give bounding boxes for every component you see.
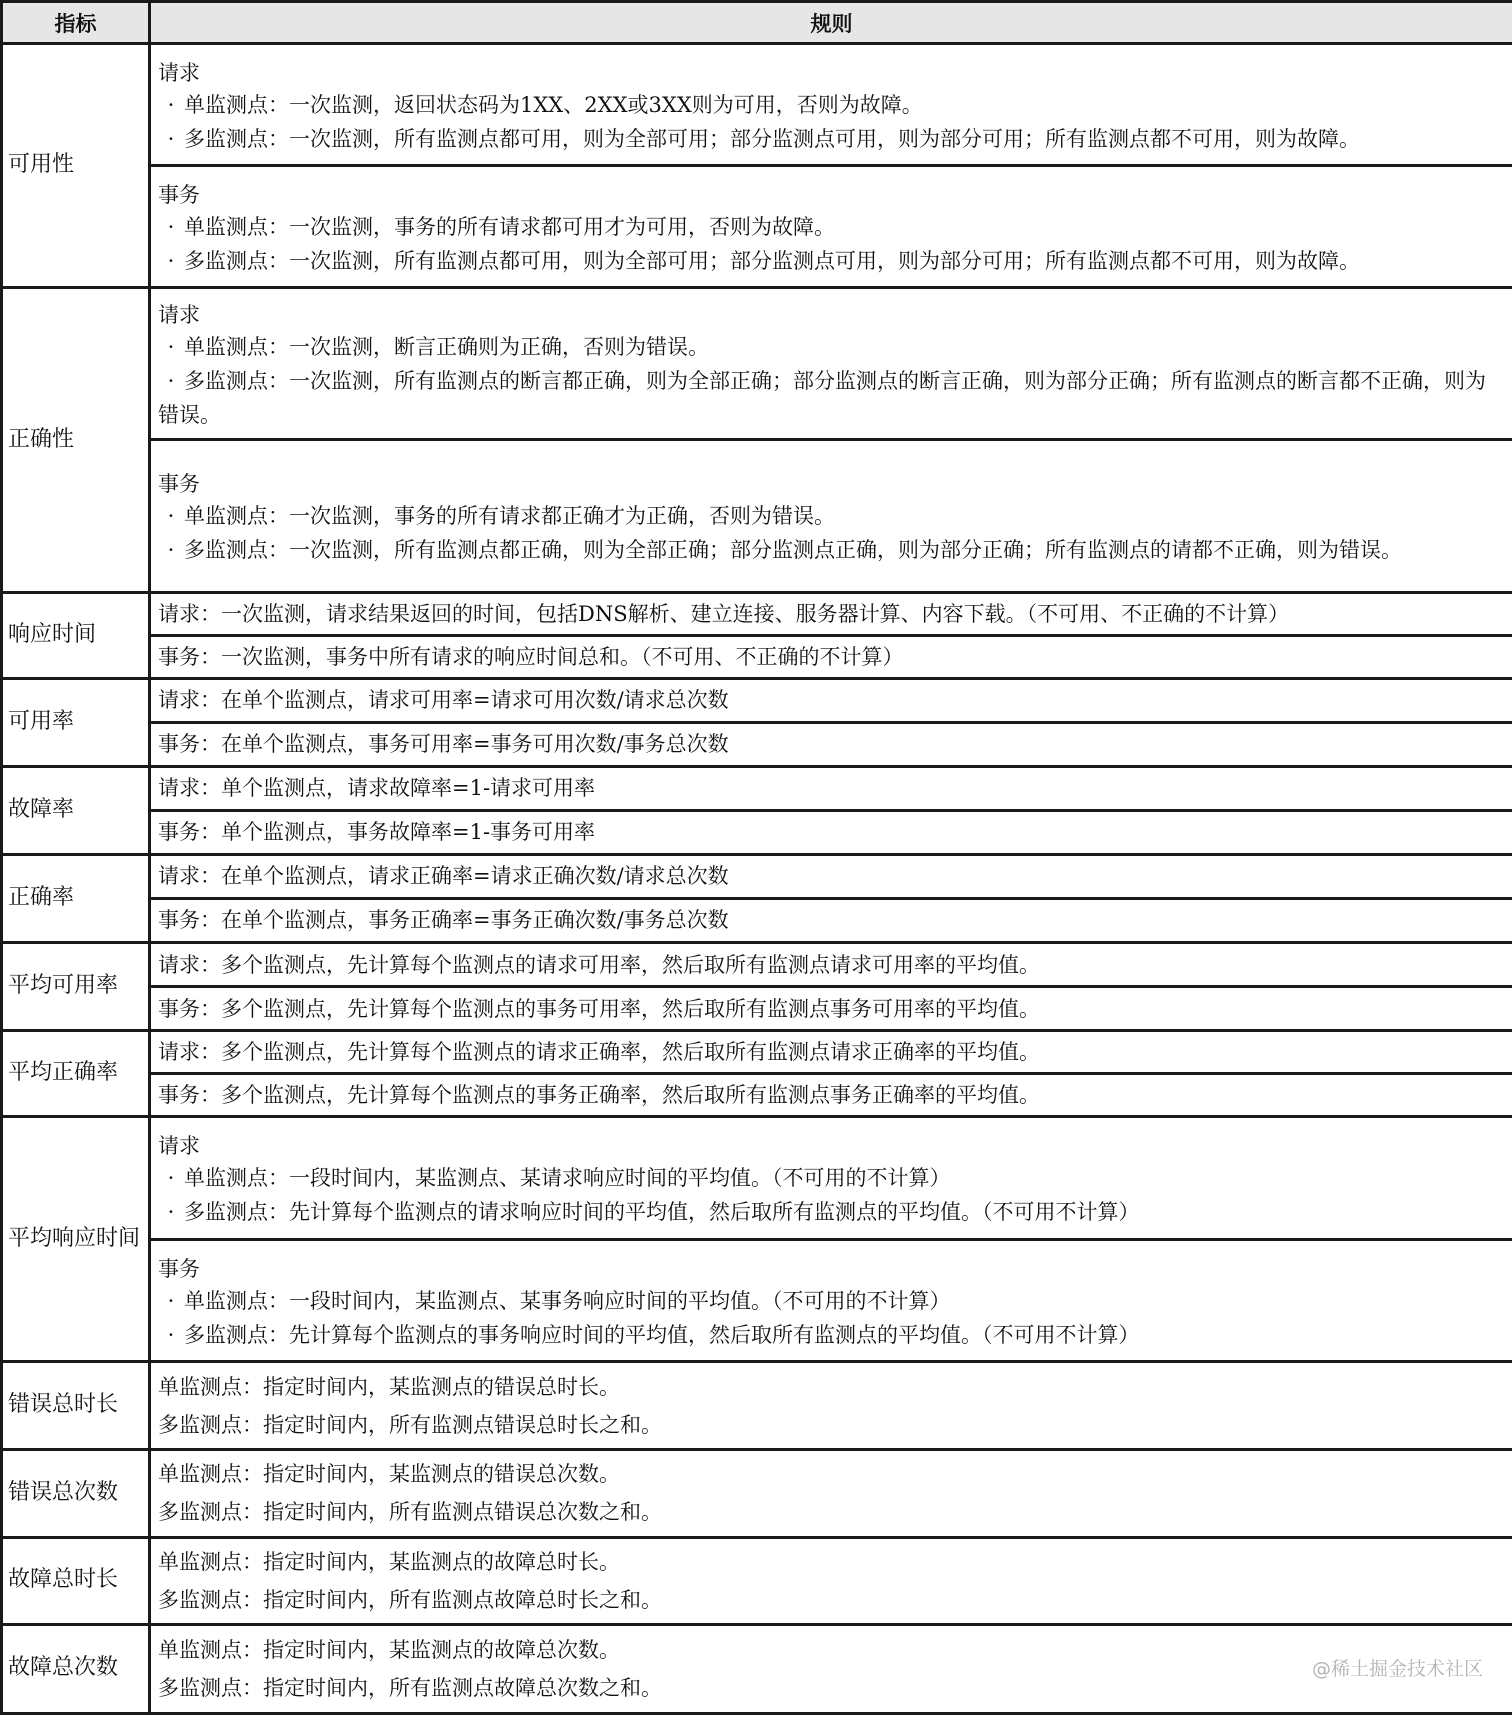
metric-cell: 故障率 xyxy=(2,766,150,854)
bullet: · xyxy=(167,214,175,239)
metric-cell: 响应时间 xyxy=(2,592,150,678)
item-text: 单监测点：一次监测，断言正确则为正确，否则为错误。 xyxy=(184,334,709,359)
item-text: 多监测点：一次监测，所有监测点的断言都正确，则为全部正确；部分监测点的断言正确，则为部分正确；所有监测点的断言都不正确，则为错误。 xyxy=(158,368,1486,427)
bullet: · xyxy=(167,1322,175,1347)
rule-cell: 请求：在单个监测点，请求可用率=请求可用次数/请求总次数 xyxy=(150,678,1512,722)
sub-heading: 请求 xyxy=(158,302,200,327)
rule-line: 单监测点：指定时间内，某监测点的故障总时长。 xyxy=(158,1549,620,1574)
rule-line: 单监测点：指定时间内，某监测点的错误总次数。 xyxy=(158,1462,620,1487)
item-text: 单监测点：一次监测，事务的所有请求都可用才为可用，否则为故障。 xyxy=(184,214,835,239)
metric-cell: 错误总次数 xyxy=(2,1449,150,1537)
rule-cell: 事务：单个监测点，事务故障率=1-事务可用率 xyxy=(150,810,1512,854)
rule-cell xyxy=(150,1362,1512,1449)
table-row xyxy=(2,987,1512,1031)
header-metric: 指标 xyxy=(2,2,150,44)
rule-cell: 事务：在单个监测点，事务可用率=事务可用次数/事务总次数 xyxy=(150,722,1512,766)
bullet: · xyxy=(167,1166,175,1191)
list-item xyxy=(158,499,1504,533)
rule-cell xyxy=(150,1117,1512,1240)
sub-heading: 请求 xyxy=(158,60,200,85)
metric-cell: 错误总时长 xyxy=(2,1362,150,1449)
sub-heading: 请求 xyxy=(158,1134,200,1159)
item-text: 多监测点：先计算每个监测点的请求响应时间的平均值，然后取所有监测点的平均值。（不可用不计算） xyxy=(184,1200,1140,1225)
item-text: 多监测点：一次监测，所有监测点都可用，则为全部可用；部分监测点可用，则为部分可用；所有监测点都不可用，则为故障。 xyxy=(184,248,1360,273)
bullet: · xyxy=(167,368,175,393)
rule-cell xyxy=(150,1240,1512,1362)
metric-cell: 可用性 xyxy=(2,44,150,288)
sub-heading: 事务 xyxy=(158,1256,200,1281)
table-row xyxy=(2,1117,1512,1240)
table-row xyxy=(2,440,1512,592)
metric-cell: 正确率 xyxy=(2,854,150,942)
rule-cell: 请求：多个监测点，先计算每个监测点的请求正确率，然后取所有监测点请求正确率的平均值。 xyxy=(150,1031,1512,1074)
metric-cell: 平均可用率 xyxy=(2,943,150,1031)
metric-cell: 平均响应时间 xyxy=(2,1117,150,1362)
table-header-row xyxy=(2,2,1512,44)
bullet: · xyxy=(167,504,175,529)
metric-cell: 故障总时长 xyxy=(2,1537,150,1624)
rule-cell: 请求：单个监测点，请求故障率=1-请求可用率 xyxy=(150,766,1512,810)
list-item xyxy=(158,533,1504,567)
table-row xyxy=(2,1031,1512,1074)
table-row xyxy=(2,44,1512,166)
watermark: @稀土掘金技术社区 xyxy=(1312,1658,1484,1680)
rule-cell xyxy=(150,44,1512,166)
rule-cell: 请求：多个监测点，先计算每个监测点的请求可用率，然后取所有监测点请求可用率的平均值。 xyxy=(150,943,1512,987)
table-row xyxy=(2,766,1512,810)
rule-cell: 请求：一次监测，请求结果返回的时间，包括DNS解析、建立连接、服务器计算、内容下载。（不可用、不正确的不计算） xyxy=(150,592,1512,635)
bullet: · xyxy=(167,334,175,359)
sub-heading: 事务 xyxy=(158,182,200,207)
list-item xyxy=(158,1161,1504,1195)
list-item xyxy=(158,364,1504,432)
table-row xyxy=(2,678,1512,722)
metric-cell: 故障总次数 xyxy=(2,1624,150,1713)
metric-cell: 平均正确率 xyxy=(2,1031,150,1117)
sub-heading: 事务 xyxy=(158,472,200,497)
bullet: · xyxy=(167,1288,175,1313)
rule-cell: 请求：在单个监测点，请求正确率=请求正确次数/请求总次数 xyxy=(150,854,1512,898)
rule-cell: 事务：在单个监测点，事务正确率=事务正确次数/事务总次数 xyxy=(150,898,1512,942)
table-row xyxy=(2,288,1512,440)
rule-cell xyxy=(150,1537,1512,1624)
table-row xyxy=(2,635,1512,678)
rule-cell xyxy=(150,1449,1512,1537)
bullet: · xyxy=(167,1200,175,1225)
rule-line: 多监测点：指定时间内，所有监测点故障总时长之和。 xyxy=(158,1587,662,1612)
table-row xyxy=(2,943,1512,987)
table-row xyxy=(2,722,1512,766)
rule-line: 多监测点：指定时间内，所有监测点故障总次数之和。 xyxy=(158,1675,662,1700)
item-text: 多监测点：先计算每个监测点的事务响应时间的平均值，然后取所有监测点的平均值。（不可用不计算） xyxy=(184,1322,1140,1347)
table-row xyxy=(2,166,1512,288)
list-item xyxy=(158,122,1504,156)
item-text: 单监测点：一次监测，事务的所有请求都正确才为正确，否则为错误。 xyxy=(184,504,835,529)
list-item xyxy=(158,330,1504,364)
rule-cell: 事务：多个监测点，先计算每个监测点的事务正确率，然后取所有监测点事务正确率的平均值。 xyxy=(150,1074,1512,1117)
rule-line: 单监测点：指定时间内，某监测点的错误总时长。 xyxy=(158,1374,620,1399)
rule-line: 多监测点：指定时间内，所有监测点错误总次数之和。 xyxy=(158,1500,662,1525)
table-row xyxy=(2,1362,1512,1449)
rule-line: 单监测点：指定时间内，某监测点的故障总次数。 xyxy=(158,1637,620,1662)
bullet: · xyxy=(167,92,175,117)
bullet: · xyxy=(167,248,175,273)
header-rule: 规则 xyxy=(150,2,1512,44)
metric-cell: 正确性 xyxy=(2,288,150,592)
list-item xyxy=(158,210,1504,244)
bullet: · xyxy=(167,126,175,151)
list-item xyxy=(158,1195,1504,1229)
rule-cell xyxy=(150,288,1512,440)
rule-cell: 事务：一次监测，事务中所有请求的响应时间总和。（不可用、不正确的不计算） xyxy=(150,635,1512,678)
table-row xyxy=(2,592,1512,635)
table-row xyxy=(2,1537,1512,1624)
item-text: 单监测点：一段时间内，某监测点、某事务响应时间的平均值。（不可用的不计算） xyxy=(184,1288,951,1313)
table-row xyxy=(2,1074,1512,1117)
list-item xyxy=(158,1318,1504,1352)
table-row xyxy=(2,854,1512,898)
table-row xyxy=(2,1624,1512,1713)
table-row xyxy=(2,810,1512,854)
list-item xyxy=(158,88,1504,122)
metric-cell: 可用率 xyxy=(2,678,150,766)
rule-cell xyxy=(150,1624,1512,1713)
item-text: 单监测点：一次监测，返回状态码为1XX、2XX或3XX则为可用，否则为故障。 xyxy=(184,92,923,117)
rule-line: 多监测点：指定时间内，所有监测点错误总时长之和。 xyxy=(158,1412,662,1437)
item-text: 多监测点：一次监测，所有监测点都正确，则为全部正确；部分监测点正确，则为部分正确；所有监测点的请都不正确，则为错误。 xyxy=(184,538,1402,563)
list-item xyxy=(158,244,1504,278)
table-row xyxy=(2,898,1512,942)
rule-cell xyxy=(150,166,1512,288)
table-row xyxy=(2,1240,1512,1362)
list-item xyxy=(158,1284,1504,1318)
bullet: · xyxy=(167,538,175,563)
rule-cell xyxy=(150,440,1512,592)
rule-cell: 事务：多个监测点，先计算每个监测点的事务可用率，然后取所有监测点事务可用率的平均值。 xyxy=(150,987,1512,1031)
table-row xyxy=(2,1449,1512,1537)
item-text: 单监测点：一段时间内，某监测点、某请求响应时间的平均值。（不可用的不计算） xyxy=(184,1166,951,1191)
item-text: 多监测点：一次监测，所有监测点都可用，则为全部可用；部分监测点可用，则为部分可用；所有监测点都不可用，则为故障。 xyxy=(184,126,1360,151)
